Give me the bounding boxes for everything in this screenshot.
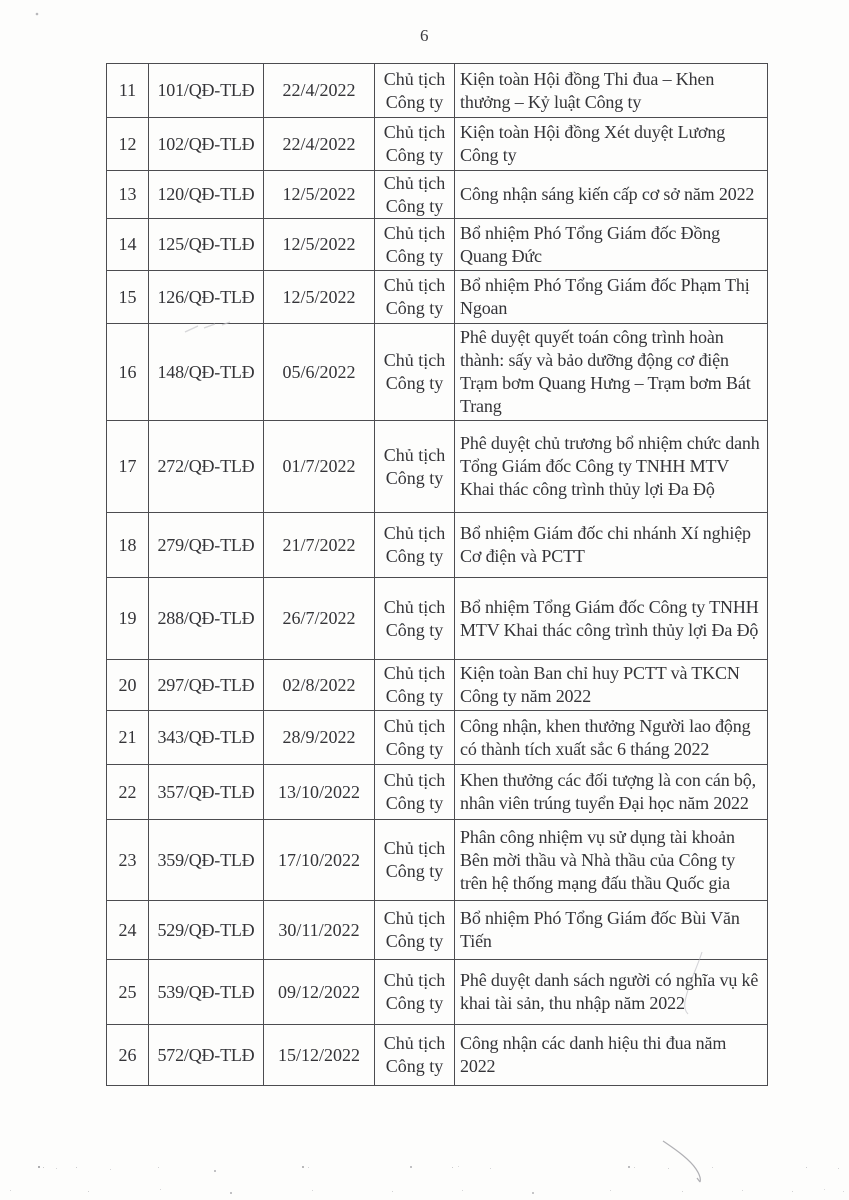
cell-date: 05/6/2022 xyxy=(264,324,375,421)
noise-dot xyxy=(302,1166,304,1168)
cell-date: 01/7/2022 xyxy=(264,421,375,513)
cell-number: 13 xyxy=(107,171,149,219)
noise-dot xyxy=(712,1167,713,1168)
cell-code: 343/QĐ-TLĐ xyxy=(149,711,264,765)
table-row xyxy=(107,765,768,820)
noise-dot xyxy=(110,1169,111,1170)
decisions-table xyxy=(106,63,768,1086)
noise-dot xyxy=(490,1168,491,1169)
cell-code: 120/QĐ-TLĐ xyxy=(149,171,264,219)
cell-summary: Kiện toàn Hội đồng Thi đua – Khen thưởng – Kỷ luật Công ty xyxy=(455,64,768,118)
cell-code: 126/QĐ-TLĐ xyxy=(149,271,264,324)
cell-summary: Công nhận các danh hiệu thi đua năm 2022 xyxy=(455,1025,768,1086)
noise-dot xyxy=(458,1166,459,1167)
cell-date: 15/12/2022 xyxy=(264,1025,375,1086)
cell-date: 22/4/2022 xyxy=(264,64,375,118)
cell-signer: Chủ tịch Công ty xyxy=(375,960,455,1025)
cell-number: 26 xyxy=(107,1025,149,1086)
cell-date: 12/5/2022 xyxy=(264,271,375,324)
cell-signer: Chủ tịch Công ty xyxy=(375,820,455,901)
cell-number: 24 xyxy=(107,901,149,960)
table-row xyxy=(107,960,768,1025)
cell-date: 17/10/2022 xyxy=(264,820,375,901)
cell-signer: Chủ tịch Công ty xyxy=(375,765,455,820)
cell-summary: Phê duyệt quyết toán công trình hoàn thành: sấy và bảo dưỡng động cơ điện Trạm bơm Quang Hưng – Trạm bơm Bát Trang xyxy=(455,324,768,421)
noise-dot xyxy=(532,1192,534,1194)
cell-date: 02/8/2022 xyxy=(264,660,375,711)
noise-dot xyxy=(610,1190,611,1191)
cell-number: 15 xyxy=(107,271,149,324)
table-row xyxy=(107,578,768,660)
cell-number: 25 xyxy=(107,960,149,1025)
cell-number: 22 xyxy=(107,765,149,820)
speck-artifact xyxy=(36,13,39,16)
cell-number: 17 xyxy=(107,421,149,513)
cell-summary: Bổ nhiệm Tổng Giám đốc Công ty TNHH MTV Khai thác công trình thủy lợi Đa Độ xyxy=(455,578,768,660)
cell-number: 23 xyxy=(107,820,149,901)
noise-dot xyxy=(410,1166,412,1168)
cell-date: 13/10/2022 xyxy=(264,765,375,820)
noise-dot xyxy=(742,1190,743,1191)
cell-date: 28/9/2022 xyxy=(264,711,375,765)
cell-summary: Kiện toàn Ban chỉ huy PCTT và TKCN Công ty năm 2022 xyxy=(455,660,768,711)
table-row xyxy=(107,118,768,171)
cell-summary: Bổ nhiệm Phó Tổng Giám đốc Phạm Thị Ngoan xyxy=(455,271,768,324)
cell-code: 572/QĐ-TLĐ xyxy=(149,1025,264,1086)
cell-code: 288/QĐ-TLĐ xyxy=(149,578,264,660)
cell-date: 26/7/2022 xyxy=(264,578,375,660)
table-row xyxy=(107,901,768,960)
page-number: 6 xyxy=(420,26,429,45)
cell-date: 12/5/2022 xyxy=(264,219,375,271)
cell-signer: Chủ tịch Công ty xyxy=(375,219,455,271)
noise-dot xyxy=(88,1191,89,1192)
cell-date: 09/12/2022 xyxy=(264,960,375,1025)
cell-date: 21/7/2022 xyxy=(264,513,375,578)
cell-date: 30/11/2022 xyxy=(264,901,375,960)
cell-code: 279/QĐ-TLĐ xyxy=(149,513,264,578)
cell-code: 148/QĐ-TLĐ xyxy=(149,324,264,421)
noise-dot xyxy=(214,1170,216,1172)
cell-signer: Chủ tịch Công ty xyxy=(375,64,455,118)
cell-number: 20 xyxy=(107,660,149,711)
cell-summary: Công nhận sáng kiến cấp cơ sở năm 2022 xyxy=(455,171,768,219)
noise-dot xyxy=(824,1189,825,1190)
cell-summary: Phê duyệt danh sách người có nghĩa vụ kê khai tài sản, thu nhập năm 2022 xyxy=(455,960,768,1025)
noise-dot xyxy=(312,1190,313,1191)
noise-dot xyxy=(308,1167,309,1168)
noise-dot xyxy=(76,1167,77,1168)
cell-number: 14 xyxy=(107,219,149,271)
cell-number: 12 xyxy=(107,118,149,171)
cell-summary: Khen thưởng các đối tượng là con cán bộ, nhân viên trúng tuyển Đại học năm 2022 xyxy=(455,765,768,820)
cell-code: 529/QĐ-TLĐ xyxy=(149,901,264,960)
cell-code: 101/QĐ-TLĐ xyxy=(149,64,264,118)
cell-signer: Chủ tịch Công ty xyxy=(375,660,455,711)
noise-dot xyxy=(160,1189,161,1190)
noise-dot xyxy=(838,1168,839,1169)
cell-signer: Chủ tịch Công ty xyxy=(375,901,455,960)
cell-summary: Phê duyệt chủ trương bổ nhiệm chức danh Tổng Giám đốc Công ty TNHH MTV Khai thác công trình thủy lợi Đa Độ xyxy=(455,421,768,513)
cell-date: 12/5/2022 xyxy=(264,171,375,219)
table-row xyxy=(107,660,768,711)
noise-dot xyxy=(56,1168,57,1169)
table-body xyxy=(107,64,768,1086)
noise-dot xyxy=(628,1166,630,1168)
pen-stroke-artifact-lower xyxy=(663,1141,700,1182)
noise-dot xyxy=(634,1167,635,1168)
cell-signer: Chủ tịch Công ty xyxy=(375,171,455,219)
cell-summary: Bổ nhiệm Phó Tổng Giám đốc Bùi Văn Tiến xyxy=(455,901,768,960)
cell-date: 22/4/2022 xyxy=(264,118,375,171)
cell-summary: Phân công nhiệm vụ sử dụng tài khoản Bên mời thầu và Nhà thầu của Công ty trên hệ thống mạng đấu thầu Quốc gia xyxy=(455,820,768,901)
cell-signer: Chủ tịch Công ty xyxy=(375,1025,455,1086)
cell-number: 16 xyxy=(107,324,149,421)
cell-code: 359/QĐ-TLĐ xyxy=(149,820,264,901)
table-row xyxy=(107,64,768,118)
noise-dot xyxy=(806,1167,807,1168)
cell-signer: Chủ tịch Công ty xyxy=(375,271,455,324)
noise-dot xyxy=(43,1167,44,1168)
cell-code: 102/QĐ-TLĐ xyxy=(149,118,264,171)
table-row xyxy=(107,820,768,901)
cell-code: 297/QĐ-TLĐ xyxy=(149,660,264,711)
noise-dot xyxy=(230,1192,232,1194)
cell-signer: Chủ tịch Công ty xyxy=(375,513,455,578)
noise-dot xyxy=(792,1191,793,1192)
noise-dot xyxy=(843,1191,844,1192)
table-row xyxy=(107,711,768,765)
noise-dot xyxy=(158,1167,159,1168)
table-row xyxy=(107,421,768,513)
cell-signer: Chủ tịch Công ty xyxy=(375,421,455,513)
cell-number: 11 xyxy=(107,64,149,118)
cell-summary: Bổ nhiệm Phó Tổng Giám đốc Đồng Quang Đức xyxy=(455,219,768,271)
cell-code: 272/QĐ-TLĐ xyxy=(149,421,264,513)
noise-dot xyxy=(462,1190,463,1191)
cell-summary: Công nhận, khen thưởng Người lao động có thành tích xuất sắc 6 tháng 2022 xyxy=(455,711,768,765)
noise-dot xyxy=(452,1167,453,1168)
cell-number: 21 xyxy=(107,711,149,765)
noise-dot xyxy=(10,1190,11,1191)
noise-dot xyxy=(392,1191,393,1192)
cell-code: 539/QĐ-TLĐ xyxy=(149,960,264,1025)
cell-signer: Chủ tịch Công ty xyxy=(375,711,455,765)
cell-number: 18 xyxy=(107,513,149,578)
cell-signer: Chủ tịch Công ty xyxy=(375,118,455,171)
table-row xyxy=(107,513,768,578)
table-row xyxy=(107,171,768,219)
cell-number: 19 xyxy=(107,578,149,660)
cell-summary: Bổ nhiệm Giám đốc chi nhánh Xí nghiệp Cơ điện và PCTT xyxy=(455,513,768,578)
cell-signer: Chủ tịch Công ty xyxy=(375,578,455,660)
table-row xyxy=(107,271,768,324)
cell-code: 125/QĐ-TLĐ xyxy=(149,219,264,271)
cell-signer: Chủ tịch Công ty xyxy=(375,324,455,421)
table-row xyxy=(107,1025,768,1086)
cell-summary: Kiện toàn Hội đồng Xét duyệt Lương Công ty xyxy=(455,118,768,171)
noise-dot xyxy=(682,1191,683,1192)
noise-dot xyxy=(668,1168,669,1169)
cell-code: 357/QĐ-TLĐ xyxy=(149,765,264,820)
noise-dot xyxy=(38,1166,40,1168)
table-row xyxy=(107,219,768,271)
table-row xyxy=(107,324,768,421)
